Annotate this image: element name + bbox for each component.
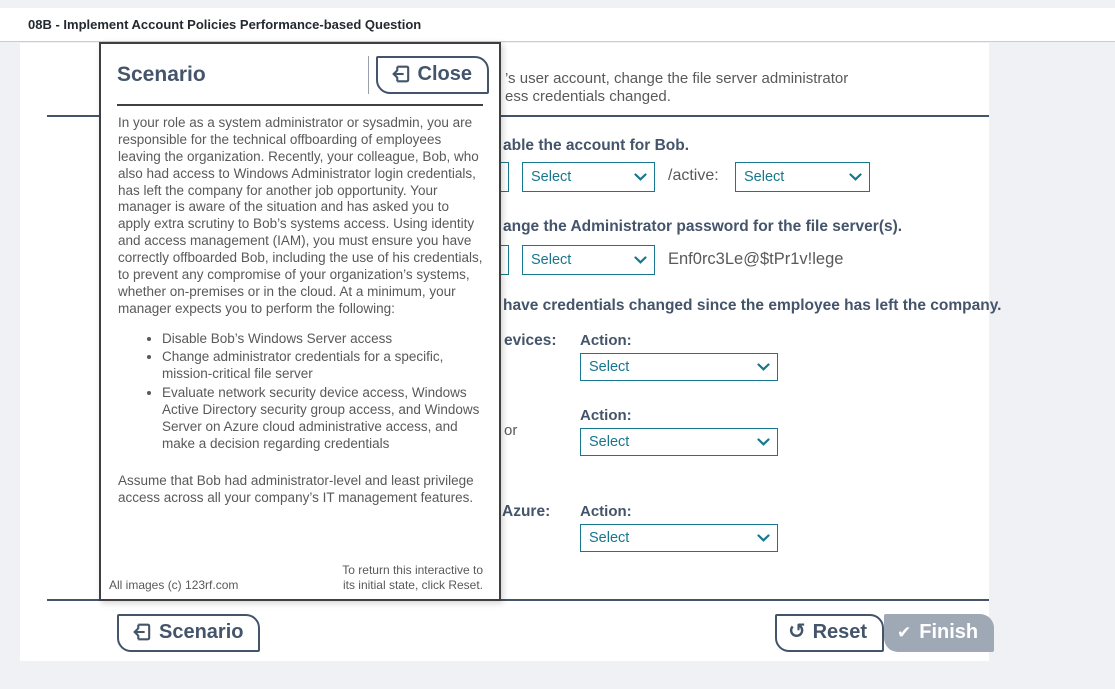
finish-button[interactable] [884, 614, 994, 652]
step3-heading-fragment: have credentials changed since the employee has left the company. [503, 297, 1002, 314]
reset-icon: ↺ [788, 619, 806, 643]
azure-action-select[interactable] [580, 524, 778, 552]
scenario-dialog [99, 42, 501, 601]
reset-note [333, 563, 483, 592]
scenario-task: • Disable Bob’s Windows Server access [162, 331, 484, 348]
step1-heading-fragment: able the account for Bob. [503, 137, 690, 154]
chevron-down-icon [757, 363, 770, 371]
select-value: Select [531, 252, 572, 268]
close-button[interactable] [376, 56, 489, 94]
close-button-label: Close [417, 63, 472, 85]
scenario-task-list [118, 331, 484, 453]
scenario-button-label: Scenario [159, 621, 244, 643]
exit-door-icon [389, 64, 411, 84]
scenario-paragraph: In your role as a system administrator or sysadmin, you are responsible for the technical offboarding of employees leaving the organization. Recently, your colleague, Bob, who also had access to Windows Administrator login credentials, has left the company for another job opportunity. Your manager is aware of the situation and has asked you to apply extra scrutiny to Bob’s systems access. Using identity and access management (IAM), you must ensure you have correctly offboarded Bob, including the use of his credentials, to prevent any compromise of your organization’s systems, whether on-premises or in the cloud. At a minimum, your manager expects you to perform the following: [118, 115, 483, 316]
action-label: Action: [580, 407, 632, 424]
active-flag-label: /active: [668, 167, 719, 184]
scenario-task: • Change administrator credentials for a specific, mission-critical file server [162, 349, 484, 383]
scenario-dialog-header [101, 44, 499, 94]
reset-note-line: To return this interactive to [342, 563, 483, 578]
instructions-text-fragment: ess credentials changed. [505, 88, 671, 105]
ad-groups-text-fragment: or [504, 422, 518, 439]
step1-command-select[interactable] [522, 162, 655, 192]
select-value: Select [531, 169, 572, 185]
action-label: Action: [580, 332, 632, 349]
reset-button[interactable] [775, 614, 884, 652]
scenario-button[interactable] [117, 614, 260, 652]
reset-button-label: Reset [812, 621, 868, 643]
select-value: Select [589, 359, 630, 375]
new-password-text: Enf0rc3Le@$tPr1v!lege [668, 250, 844, 268]
window-title-bar [0, 8, 1115, 42]
chevron-down-icon [757, 438, 770, 446]
window-title: 08B - Implement Account Policies Performance-based Question [28, 17, 422, 32]
select-value: Select [589, 434, 630, 450]
select-value: Select [589, 530, 630, 546]
network-devices-label-fragment: evices: [504, 332, 557, 349]
check-icon: ✔ [897, 622, 912, 642]
header-divider [368, 56, 369, 94]
image-credit: All images (c) 123rf.com [109, 578, 239, 592]
scenario-task: • Evaluate network security device access, Windows Active Directory security group access, and Windows Server on Azure cloud administrative access, and make a decision regarding credentials [162, 385, 484, 453]
scenario-dialog-title: Scenario [117, 63, 206, 86]
scenario-paragraph: Assume that Bob had administrator-level and least privilege access across all your company’s IT management features. [118, 472, 474, 505]
step1-active-select[interactable] [735, 162, 870, 192]
chevron-down-icon [634, 256, 647, 264]
exit-door-icon [130, 622, 152, 642]
chevron-down-icon [849, 173, 862, 181]
ad-groups-action-select[interactable] [580, 428, 778, 456]
step2-command-select[interactable] [522, 245, 655, 275]
scenario-text [101, 106, 499, 506]
action-label: Action: [580, 503, 632, 520]
chevron-down-icon [757, 534, 770, 542]
step2-heading-fragment: ange the Administrator password for the file server(s). [503, 218, 903, 235]
azure-label-fragment: Azure: [502, 503, 551, 520]
chevron-down-icon [634, 173, 647, 181]
select-value: Select [744, 169, 785, 185]
finish-button-label: Finish [919, 620, 979, 643]
reset-note-line: its initial state, click Reset. [342, 577, 483, 592]
instructions-text-fragment: ’s user account, change the file server administrator [505, 70, 849, 87]
network-devices-action-select[interactable] [580, 353, 778, 381]
